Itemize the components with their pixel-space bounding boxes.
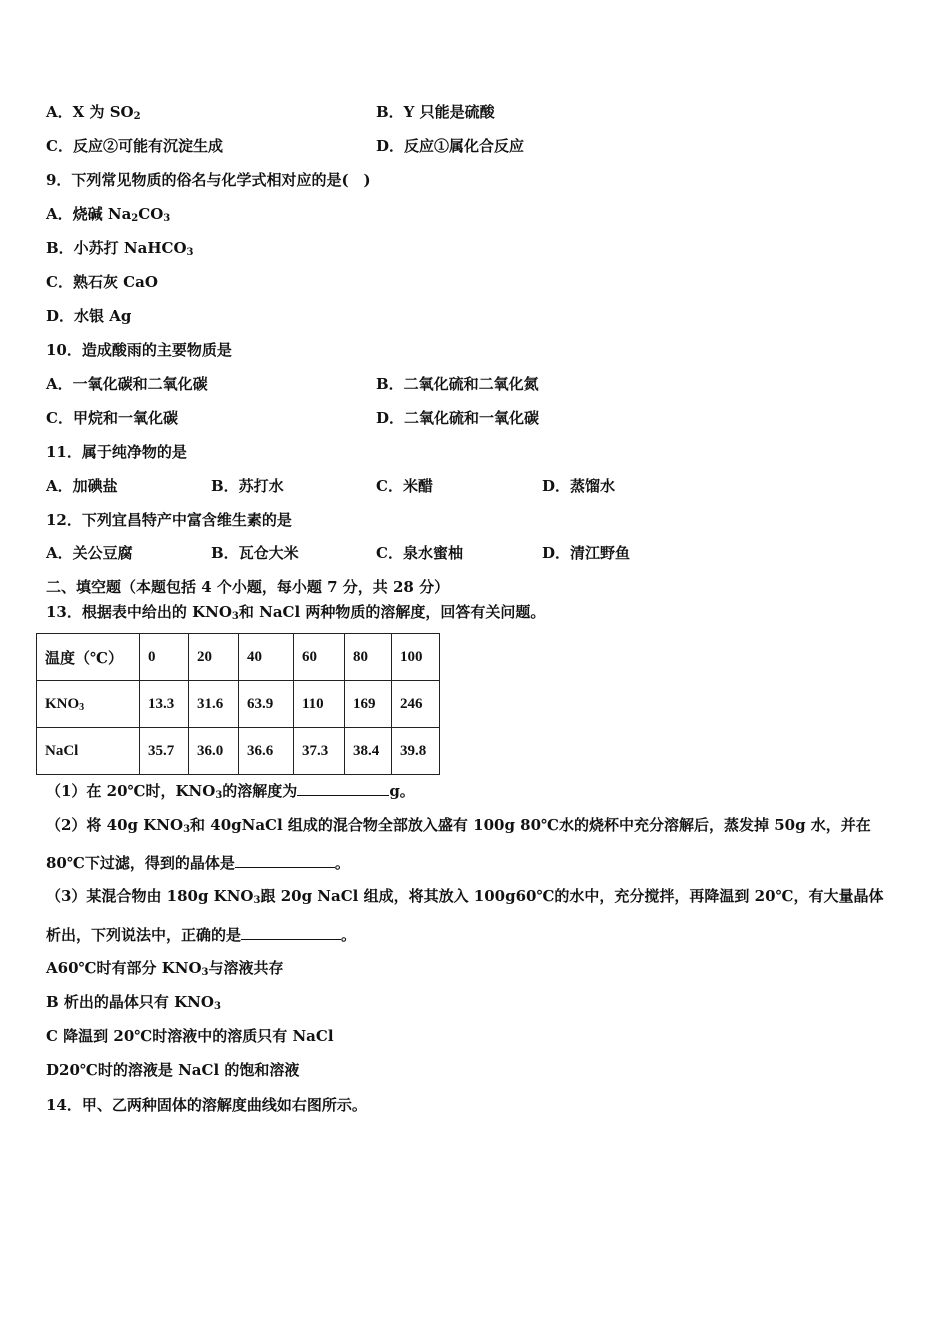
q12-option-c: C．泉水蜜柚 <box>376 544 463 562</box>
table-row-label: NaCl <box>37 728 140 775</box>
table-header-cell: 80 <box>345 634 392 681</box>
q8-option-a: A．X 为 SO2 <box>46 103 141 122</box>
table-header-cell: 100 <box>392 634 440 681</box>
q9-option-a: A．烧碱 Na2CO3 <box>46 205 171 224</box>
q14-stem: 14．甲、乙两种固体的溶解度曲线如右图所示。 <box>46 1096 367 1114</box>
q11-option-c: C．米醋 <box>376 477 433 495</box>
answer-blank[interactable] <box>241 925 341 940</box>
q11-stem: 11．属于纯净物的是 <box>46 443 187 461</box>
q8-option-b: B．Y 只能是硫酸 <box>376 103 495 121</box>
q13-part-2-line-1: （2）将 40g KNO3和 40gNaCl 组成的混合物全部放入盛有 100g 80℃水的烧杯中充分溶解后，蒸发掉 50g 水，并在 <box>46 816 871 835</box>
q13-part-1: （1）在 20℃时，KNO3的溶解度为 g。 <box>46 782 415 801</box>
q8-option-d: D．反应①属化合反应 <box>376 137 525 155</box>
table-cell: 39.8 <box>392 728 440 775</box>
q9-option-c: C．熟石灰 CaO <box>46 273 158 291</box>
q11-option-b: B．苏打水 <box>211 477 284 495</box>
table-header-cell: 60 <box>294 634 345 681</box>
table-cell: 246 <box>392 681 440 728</box>
table-row <box>37 634 440 681</box>
table-cell: 36.0 <box>189 728 239 775</box>
table-cell: 35.7 <box>140 728 189 775</box>
q12-option-d: D．清江野鱼 <box>542 544 631 562</box>
table-cell: 31.6 <box>189 681 239 728</box>
q10-option-c: C．甲烷和一氧化碳 <box>46 409 178 427</box>
q13-stem: 13．根据表中给出的 KNO3和 NaCl 两种物质的溶解度，回答有关问题。 <box>46 603 546 622</box>
section-heading: 二、填空题（本题包括 4 个小题，每小题 7 分，共 28 分） <box>46 578 450 596</box>
q11-option-a: A．加碘盐 <box>46 477 118 495</box>
q10-option-b: B．二氧化硫和二氧化氮 <box>376 375 539 393</box>
answer-blank[interactable] <box>235 853 335 868</box>
q13-part-3-line-2: 析出，下列说法中，正确的是 。 <box>46 926 357 944</box>
q13-option-c: C 降温到 20℃时溶液中的溶质只有 NaCl <box>46 1027 334 1045</box>
q11-option-d: D．蒸馏水 <box>542 477 616 495</box>
table-row <box>37 681 440 728</box>
table-cell: 110 <box>294 681 345 728</box>
table-row <box>37 728 440 775</box>
table-header-cell: 0 <box>140 634 189 681</box>
table-header-cell: 20 <box>189 634 239 681</box>
q10-option-d: D．二氧化硫和一氧化碳 <box>376 409 540 427</box>
solubility-table <box>36 633 440 775</box>
table-header-cell: 40 <box>239 634 294 681</box>
table-cell: 63.9 <box>239 681 294 728</box>
table-cell: 169 <box>345 681 392 728</box>
q12-stem: 12．下列宜昌特产中富含维生素的是 <box>46 511 292 529</box>
q9-stem: 9．下列常见物质的俗名与化学式相对应的是( ) <box>46 171 371 189</box>
table-cell: 13.3 <box>140 681 189 728</box>
table-cell: 36.6 <box>239 728 294 775</box>
q9-option-b: B．小苏打 NaHCO3 <box>46 239 194 258</box>
q13-part-2-line-2: 80℃下过滤，得到的晶体是 。 <box>46 854 350 872</box>
q9-option-d: D．水银 Ag <box>46 307 132 325</box>
q13-part-3-line-1: （3）某混合物由 180g KNO3跟 20g NaCl 组成，将其放入 100g60℃的水中，充分搅拌，再降温到 20℃，有大量晶体 <box>46 887 884 906</box>
q13-option-a: A60℃时有部分 KNO3与溶液共存 <box>46 959 284 978</box>
q13-option-b: B 析出的晶体只有 KNO3 <box>46 993 221 1012</box>
q12-option-a: A．关公豆腐 <box>46 544 133 562</box>
q10-option-a: A．一氧化碳和二氧化碳 <box>46 375 208 393</box>
q10-stem: 10．造成酸雨的主要物质是 <box>46 341 232 359</box>
answer-blank[interactable] <box>297 781 389 796</box>
table-row-label: KNO3 <box>37 681 140 728</box>
q8-option-c: C．反应②可能有沉淀生成 <box>46 137 223 155</box>
table-cell: 37.3 <box>294 728 345 775</box>
table-cell: 38.4 <box>345 728 392 775</box>
q12-option-b: B．瓦仓大米 <box>211 544 299 562</box>
q13-option-d: D20℃时的溶液是 NaCl 的饱和溶液 <box>46 1061 300 1079</box>
table-header-cell: 温度（℃） <box>37 634 140 681</box>
